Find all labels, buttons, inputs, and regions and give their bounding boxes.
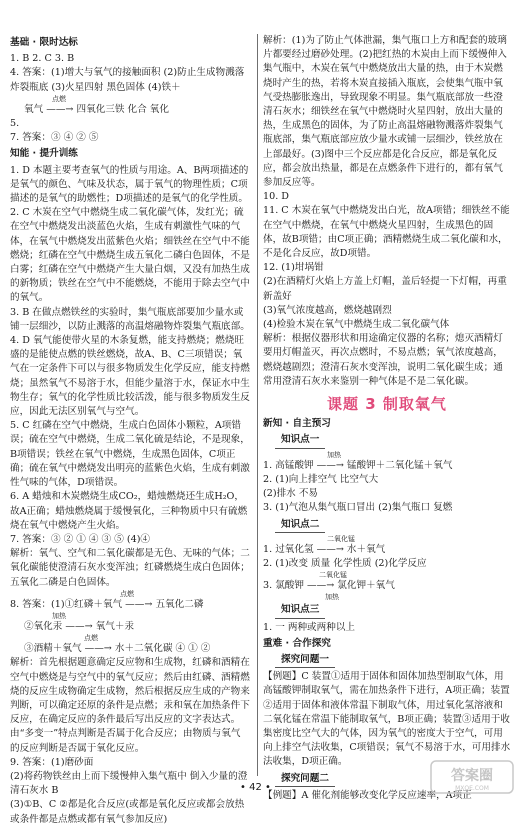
word-equation: 加热 1. 高锰酸钾 ——→ 锰酸钾＋二氧化锰＋氧气	[263, 450, 453, 471]
watermark-text: 答案圈	[451, 768, 493, 784]
section-heading-explore: 重难 · 合作探究	[263, 637, 331, 649]
answer-line: (2)在酒精灯火焰上方盖上灯帽，盖后轻提一下灯帽，再重新盖好	[263, 276, 507, 302]
answer-paragraph: 6. A 蜡烛和木炭燃烧生成CO₂，蜡烛燃烧还生成H₂O，故A正确；蜡烛燃烧属于缓慢氧化，三种物质中只有硫燃烧在氧气中燃烧产生火焰。	[10, 491, 248, 531]
answer-line: 3. (1)气泡从集气瓶口冒出 (2)集气瓶口 复燃	[263, 502, 453, 514]
left-column	[10, 34, 250, 827]
answer-line: 12. (1)坩埚钳	[263, 262, 324, 274]
answer-line: 1. 一 两种或两种以上	[263, 621, 356, 633]
word-equation: 二氧化锰 3. 氯酸钾 ——→ 氯化钾＋氧气 加热	[263, 571, 395, 602]
word-equation: 点燃 8. 答案：(1)①红磷＋氧气 ——→ 五氧化二磷	[10, 589, 204, 610]
answer-line: 7. 答案：③ ④ ② ⑤	[10, 132, 99, 144]
lesson-title: 课题 3 制取氧气	[327, 395, 447, 414]
watermark-sub: MXQE.COM	[455, 785, 489, 792]
answer-paragraph: 11. C 木炭在氧气中燃烧发出白光，故A项错；细铁丝不能在空气中燃烧，在氧气中燃烧火星四射，生成黑色的固体，故B项错；由C项正确；酒精燃烧生成二氧化碳和水，不是化合反应，故D项错。	[263, 205, 510, 260]
knowledge-point-heading: 知识点二	[275, 518, 325, 533]
answer-paragraph: 解析：(1)为了防止气体泄漏，集气瓶口上方和配套的玻璃片都要经过磨砂处理。(2)把红热的木炭由上而下缓慢伸入集气瓶中，木炭在氧气中燃烧放出大量的热，由于木炭燃烧时产生的热，若将木炭直接插入瓶底，会使集气瓶中氧气受热膨胀逸出，导致现象不明显。集气瓶底部放一些澄清石灰水；细铁丝在氧气中燃烧时火星四射，放出大量的热，生成黑色的固体，为了防止高温熔融物溅落炸裂集气瓶底部，集气瓶底部应放少量水或铺一层细沙，铁丝放在上部最好。(3)图中三个反应都是化合反应，都是氧化反应，都会放出热量，都是在点燃条件下进行的，都有氧气参加反应等。	[263, 35, 507, 189]
column-divider	[257, 34, 258, 776]
answer-line: (2)将药物铁丝由上而下缓慢伸入集气瓶中 倒入少量的澄清石灰水 B	[10, 770, 248, 797]
answer-line: 9. 答案：(1)磨砂面	[10, 756, 94, 768]
answer-line: 1. B 2. C 3. B	[10, 53, 75, 65]
word-equation: 加热 ②氧化汞 ——→ 氧气＋汞	[24, 611, 135, 632]
answer-paragraph: 5. C 红磷在空气中燃烧，生成白色固体小颗粒，A项错误；硫在空气中燃烧，生成二氧化硫是结论，不是现象，B项错误；铁丝在氧气中燃烧，生成黑色固体，C项正确；硫在氧气中燃烧发出明亮的蓝紫色火焰，生成有刺激性气味的气体，D项错误。	[10, 420, 250, 489]
answer-line: (3)①B、C ②都是化合反应(或都是氧化反应或都会放热或条件都是点燃或都有氧气参加反应)	[10, 799, 245, 825]
right-column	[263, 34, 511, 803]
watermark-logo	[430, 760, 514, 794]
answer-line: (4)检验木炭在氧气中燃烧生成二氧化碳气体	[263, 319, 450, 331]
word-equation: 二氧化锰 1. 过氧化氢 ——→ 水＋氧气	[263, 534, 386, 555]
example-paragraph: 【例题】A 催化剂能够改变化学反应速率，A项正	[263, 789, 472, 801]
answer-paragraph: 2. C 木炭在空气中燃烧生成二氧化碳气体，发红光；硫在空气中燃烧发出淡蓝色火焰，生成有刺激性气味的气体，在氧气中燃烧发出蓝紫色火焰；细铁丝在空气中不能燃烧；红磷在空气中燃烧生成五氧化二磷白色固体，不是白雾；红磷在空气中燃烧产生大量白烟，又没有加热生成的新物质；铁丝在空气中不能燃烧，不能用于除去空气中的氧气。	[10, 207, 250, 304]
explore-question-heading: 探究问题二	[275, 772, 335, 787]
answer-paragraph: 4. D 氧气能使带火星的木条复燃，能支持燃烧；燃烧旺盛的是能使点燃的铁丝燃烧，故A、B、C三项错误；氧气在一定条件下可以与很多物质发生化学反应，能支持燃烧；虽然氧气不易溶于水，但能少量溶于水，保证水中生物生存；氧气的化学性质比较活泼，能与很多物质发生反应，因此无法区别氧气与空气。	[10, 335, 250, 418]
answer-line: 5.	[10, 118, 20, 130]
section-heading-basic: 基础 · 限时达标	[10, 37, 78, 48]
answer-line: (2)排水 不易	[263, 488, 319, 500]
answer-line: (3)氧气浓度越高，燃烧越剧烈	[263, 304, 392, 316]
answer-line: 10. D	[263, 191, 289, 203]
answer-paragraph: 解析：根据仪器形状和用途确定仪器的名称；熄灭酒精灯要用灯帽盖灭，再次点燃时，不易点燃；氧气浓度越高，燃烧越剧烈；澄清石灰水变浑浊，说明二氧化碳生成；通常用澄清石灰水来鉴别一种气体是不是二氧化碳。	[263, 333, 503, 387]
example-paragraph: 【例题】C 装置①适用于固体和固体加热型制取气体，用高锰酸钾制取氧气，需在加热条件下进行，A项正确；装置②适用于固体和液体常温下制取气体，用过氧化氢溶液和二氧化锰在常温下能制取氧气，B项正确；装置③适用于收集密度比空气大的气体，因为氧气的密度大于空气，可用向上排空气法收集，C项错误；氧气不易溶于水，可用排水法收集，D项正确。	[263, 671, 511, 768]
word-equation: 点燃 氧气 ——→ 四氧化三铁 化合 氧化	[24, 94, 169, 115]
page-number: • 42 •	[240, 782, 271, 793]
explore-question-heading: 探究问题一	[275, 653, 335, 668]
word-equation: 点燃 ③酒精＋氧气 ——→ 水＋二氧化碳 ④ ① ②	[24, 634, 211, 655]
answer-line: 4. 答案：(1)增大与氧气的接触面积 (2)防止生成物溅落炸裂瓶底 (3)火星四射 黑色固体 (4)铁＋	[10, 67, 245, 93]
answer-line: 2. (1)改变 质量 化学性质 (2)化学反应	[263, 557, 427, 569]
section-heading-preview: 新知 · 自主预习	[263, 418, 331, 430]
section-heading-advanced: 知能 · 提升训练	[10, 148, 78, 160]
answer-paragraph: 1. D 本题主要考查氧气的性质与用途。A、B两项描述的是氧气的颜色、气味及状态，属于氧气的物理性质；C项描述的是氧气的助燃性；D项描述的是氧气的化学性质。	[10, 164, 249, 205]
answer-line: 2. (1)向上排空气 比空气大	[263, 473, 379, 485]
knowledge-point-heading: 知识点一	[275, 433, 325, 448]
answer-paragraph: 解析：氧气、空气和二氧化碳都是无色、无味的气体；二氧化碳能使澄清石灰水变浑浊；红磷燃烧生成白色固体；五氧化二磷是白色固体。	[10, 548, 250, 588]
answer-paragraph: 解析：首先根据题意确定反应物和生成物，红磷和酒精在空气中燃烧是与空气中的氧气反应；然后由红磷、酒精燃烧的反应生成物确定生成物，然后根据反应生成的产物来判断，可以确定还原的条件是点燃；汞和氧在加热条件下反应，在确定反应的条件最后写出反应的文字表达式。由“多变一”特点判断是否属于化合反应；由物质与氧气的反应判断是否属于氧化反应。	[10, 657, 250, 754]
answer-paragraph: 7. 答案：③ ② ① ④ ③ ⑤ (4)④	[10, 533, 151, 545]
knowledge-point-heading: 知识点三	[275, 603, 325, 618]
answer-paragraph: 3. B 在做点燃铁丝的实验时，集气瓶底部要加少量水或铺一层细沙，以防止溅落的高温熔融物炸裂集气瓶底部。	[10, 306, 250, 332]
